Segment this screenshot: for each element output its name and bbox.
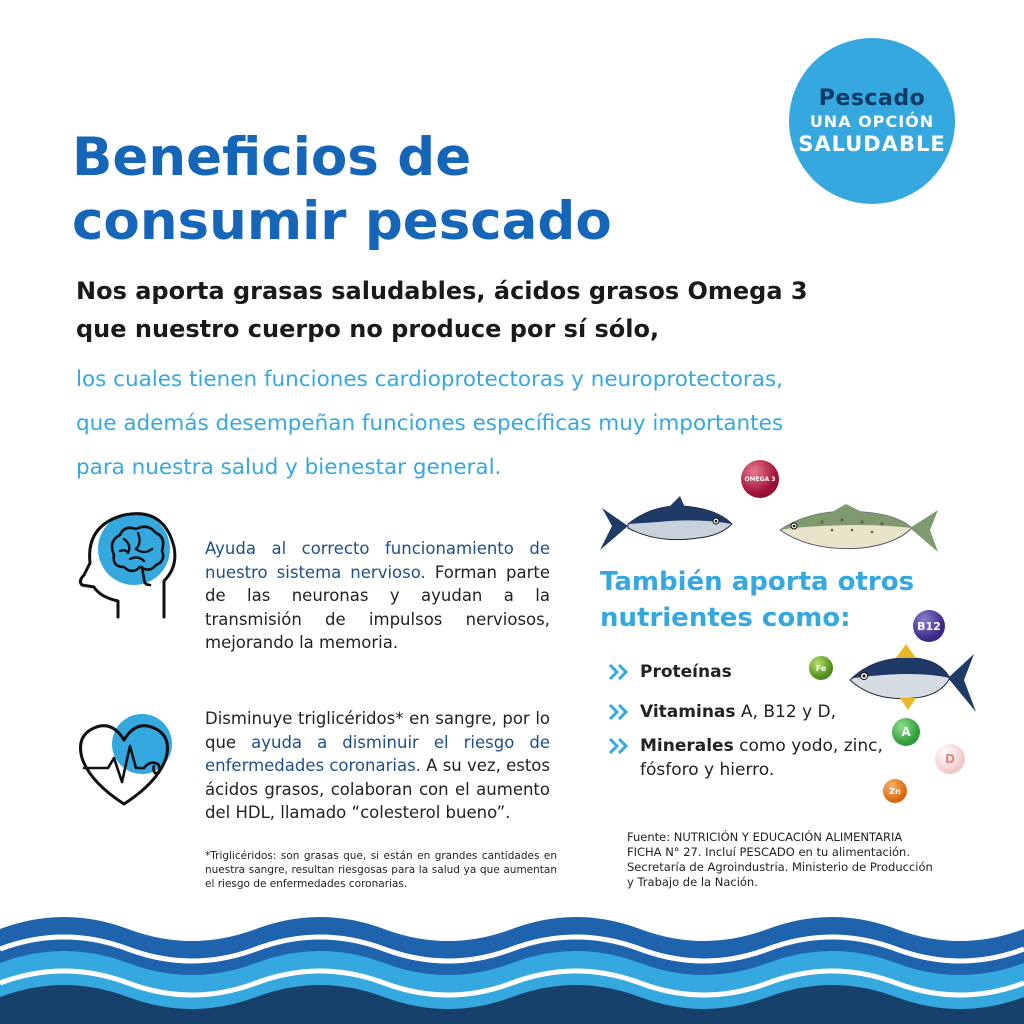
nutrients-heading bbox=[600, 564, 960, 636]
trout-fish-icon bbox=[772, 500, 940, 560]
zinc-pill-icon bbox=[883, 779, 907, 803]
b12-pill-label: B12 bbox=[917, 619, 941, 633]
footnote-triglycerides: *Triglicéridos: son grasas que, si están en grandes cantidades en nuestra sangre, resultan riesgosas para la salud ya que aumentan el riesgo de enfermedades coronarias. bbox=[205, 850, 557, 890]
tuna-fish-icon bbox=[844, 640, 978, 720]
nutrient-item bbox=[608, 734, 900, 782]
page-title bbox=[72, 126, 712, 254]
vitamin-a-pill-icon bbox=[892, 718, 920, 746]
iron-pill-icon bbox=[809, 656, 833, 680]
title-line-2: consumir pescado bbox=[72, 191, 612, 252]
wave-decoration bbox=[0, 905, 1024, 1024]
double-chevron-icon bbox=[608, 703, 630, 721]
intro-light-line-2: que además desempeñan funciones específicas muy importantes bbox=[76, 411, 784, 436]
benefit-coronary-highlight: ayuda a disminuir el riesgo de enfermedades coronarias. bbox=[205, 732, 550, 775]
b12-pill-icon bbox=[913, 610, 945, 642]
intro-light-line-3: para nuestra salud y bienestar general. bbox=[76, 455, 502, 480]
nutrient-name: Proteínas bbox=[640, 662, 732, 682]
nutrient-name: Vitaminas bbox=[640, 702, 736, 722]
nutrient-name: Minerales bbox=[640, 736, 734, 756]
source-citation bbox=[627, 830, 957, 890]
nutrients-heading-line-2: nutrientes como: bbox=[600, 603, 851, 633]
double-chevron-icon bbox=[608, 663, 630, 681]
iron-pill-label: Fe bbox=[815, 663, 827, 673]
badge-line-3: SALUDABLE bbox=[798, 131, 946, 156]
nutrients-heading-line-1: También aporta otros bbox=[600, 567, 915, 597]
intro-light bbox=[76, 358, 956, 490]
benefit-coronary-rest: A su vez, estos ácidos grasos, colaboran con el aumento del HDL, llamado “colesterol bueno”. bbox=[205, 756, 550, 822]
tuna-fish-icon bbox=[598, 494, 738, 558]
benefit-coronary-pre: Disminuye triglicéridos* en sangre, por lo que bbox=[205, 709, 550, 752]
vitamin-d-pill-label: D bbox=[945, 752, 955, 766]
intro-bold-line-2: que nuestro cuerpo no produce por sí sólo, bbox=[76, 315, 660, 343]
intro-light-line-1: los cuales tienen funciones cardioprotectoras y neuroprotectoras, bbox=[76, 367, 783, 392]
source-line-2: FICHA N° 27. Incluí PESCADO en tu alimentación. bbox=[627, 845, 910, 859]
zinc-pill-label: Zn bbox=[889, 786, 901, 796]
intro-bold bbox=[76, 272, 936, 348]
benefit-coronary bbox=[205, 707, 550, 825]
vitamin-a-pill-label: A bbox=[901, 725, 911, 739]
badge-line-1: Pescado bbox=[818, 86, 926, 112]
intro-bold-line-1: Nos aporta grasas saludables, ácidos grasos Omega 3 bbox=[76, 277, 808, 305]
double-chevron-icon bbox=[608, 737, 630, 755]
vitamin-d-pill-icon bbox=[935, 744, 965, 774]
source-line-4: y Trabajo de la Nación. bbox=[627, 875, 758, 889]
heart-pulse-icon bbox=[74, 712, 178, 810]
title-line-1: Beneficios de bbox=[72, 127, 472, 188]
brain-head-icon bbox=[72, 505, 184, 625]
source-line-1: Fuente: NUTRICIÓN Y EDUCACIÓN ALIMENTARIA bbox=[627, 830, 903, 844]
nutrient-detail: como yodo, zinc, fósforo y hierro. bbox=[640, 736, 883, 780]
benefit-nervous-highlight: Ayuda al correcto funcionamiento de nuestro sistema nervioso. bbox=[205, 539, 550, 582]
benefit-nervous-system bbox=[205, 537, 550, 655]
nutrient-detail: A, B12 y D, bbox=[735, 702, 837, 722]
badge-line-2: UNA OPCIÓN bbox=[809, 112, 935, 132]
omega3-pill-label: OMEGA 3 bbox=[744, 475, 776, 483]
omega3-pill-icon bbox=[741, 460, 779, 498]
benefit-nervous-rest: Forman parte de las neuronas y ayudan a la transmisión de impulsos nerviosos, mejorando la memoria. bbox=[205, 562, 550, 652]
brand-badge bbox=[789, 38, 955, 204]
source-line-3: Secretaría de Agroindustria. Ministerio de Producción bbox=[627, 860, 933, 874]
